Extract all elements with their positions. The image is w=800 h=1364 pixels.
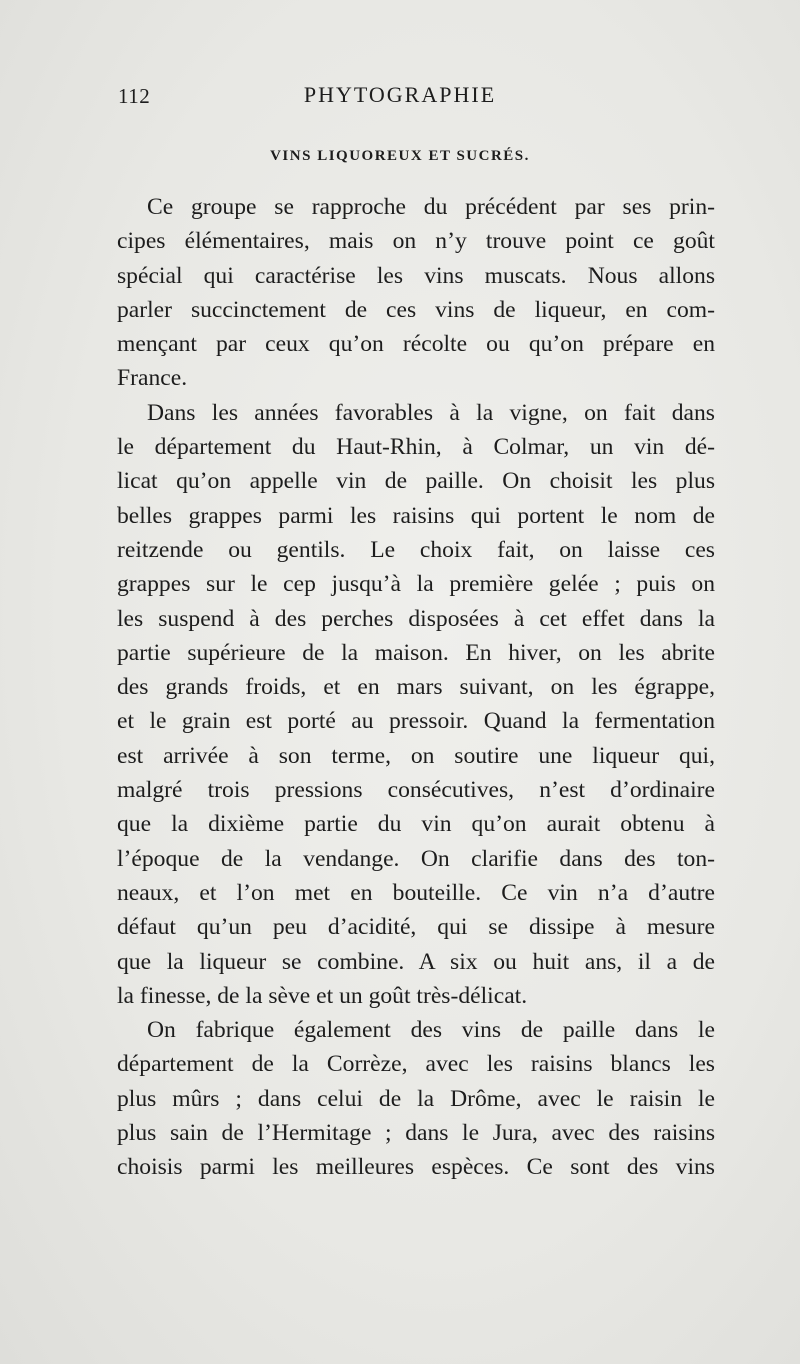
text-line: l’époque de la vendange. On clarifie dans des ton- — [117, 845, 715, 872]
text-line: les suspend à des perches disposées à cet effet dans la — [117, 605, 715, 632]
text-line: que la liqueur se combine. A six ou huit ans, il a de — [117, 948, 715, 975]
text-line: choisis parmi les meilleures espèces. Ce sont des vins — [117, 1154, 715, 1181]
text-line: spécial qui caractérise les vins muscats. Nous allons — [117, 262, 715, 289]
text-line: le département du Haut-Rhin, à Colmar, un vin dé- — [117, 434, 715, 461]
text-line: plus mûrs ; dans celui de la Drôme, avec le raisin le — [117, 1085, 715, 1112]
text-line: défaut qu’un peu d’acidité, qui se dissipe à mesure — [117, 914, 715, 941]
text-line: parler succinctement de ces vins de liqueur, en com- — [117, 296, 715, 323]
text-line: et le grain est porté au pressoir. Quand la fermentation — [117, 708, 715, 735]
running-head: PHYTOGRAPHIE — [303, 82, 497, 107]
page-number: 112 — [118, 84, 151, 108]
text-line: la finesse, de la sève et un goût très-délicat. — [117, 982, 528, 1009]
text-line: partie supérieure de la maison. En hiver, on les abrite — [117, 639, 715, 666]
text-line: cipes élémentaires, mais on n’y trouve point ce goût — [117, 228, 715, 255]
text-line: belles grappes parmi les raisins qui portent le nom de — [117, 502, 715, 529]
text-line: licat qu’on appelle vin de paille. On choisit les plus — [117, 468, 715, 495]
text-line: On fabrique également des vins de paille dans le — [147, 1017, 715, 1044]
text-line: grappes sur le cep jusqu’à la première gelée ; puis on — [117, 571, 715, 598]
text-line: malgré trois pressions consécutives, n’est d’ordinaire — [117, 777, 715, 804]
text-line: que la dixième partie du vin qu’on aurait obtenu à — [117, 811, 715, 838]
text-line: des grands froids, et en mars suivant, on les égrappe, — [117, 674, 715, 701]
text-line: Ce groupe se rapproche du précédent par ses prin- — [147, 194, 715, 220]
text-line: département de la Corrèze, avec les raisins blancs les — [117, 1051, 715, 1078]
section-title: VINS LIQUOREUX ET SUCRÉS. — [270, 148, 530, 164]
text-line: neaux, et l’on met en bouteille. Ce vin n’a d’autre — [117, 879, 715, 906]
body-text — [117, 190, 715, 1185]
text-line: reitzende ou gentils. Le choix fait, on laisse ces — [117, 536, 715, 563]
text-line: est arrivée à son terme, on soutire une liqueur qui, — [117, 742, 715, 769]
text-line: plus sain de l’Hermitage ; dans le Jura, avec des raisins — [117, 1120, 715, 1147]
text-line: mençant par ceux qu’on récolte ou qu’on prépare en — [117, 331, 715, 358]
text-line: Dans les années favorables à la vigne, on fait dans — [147, 399, 715, 426]
text-line: France. — [117, 365, 188, 392]
